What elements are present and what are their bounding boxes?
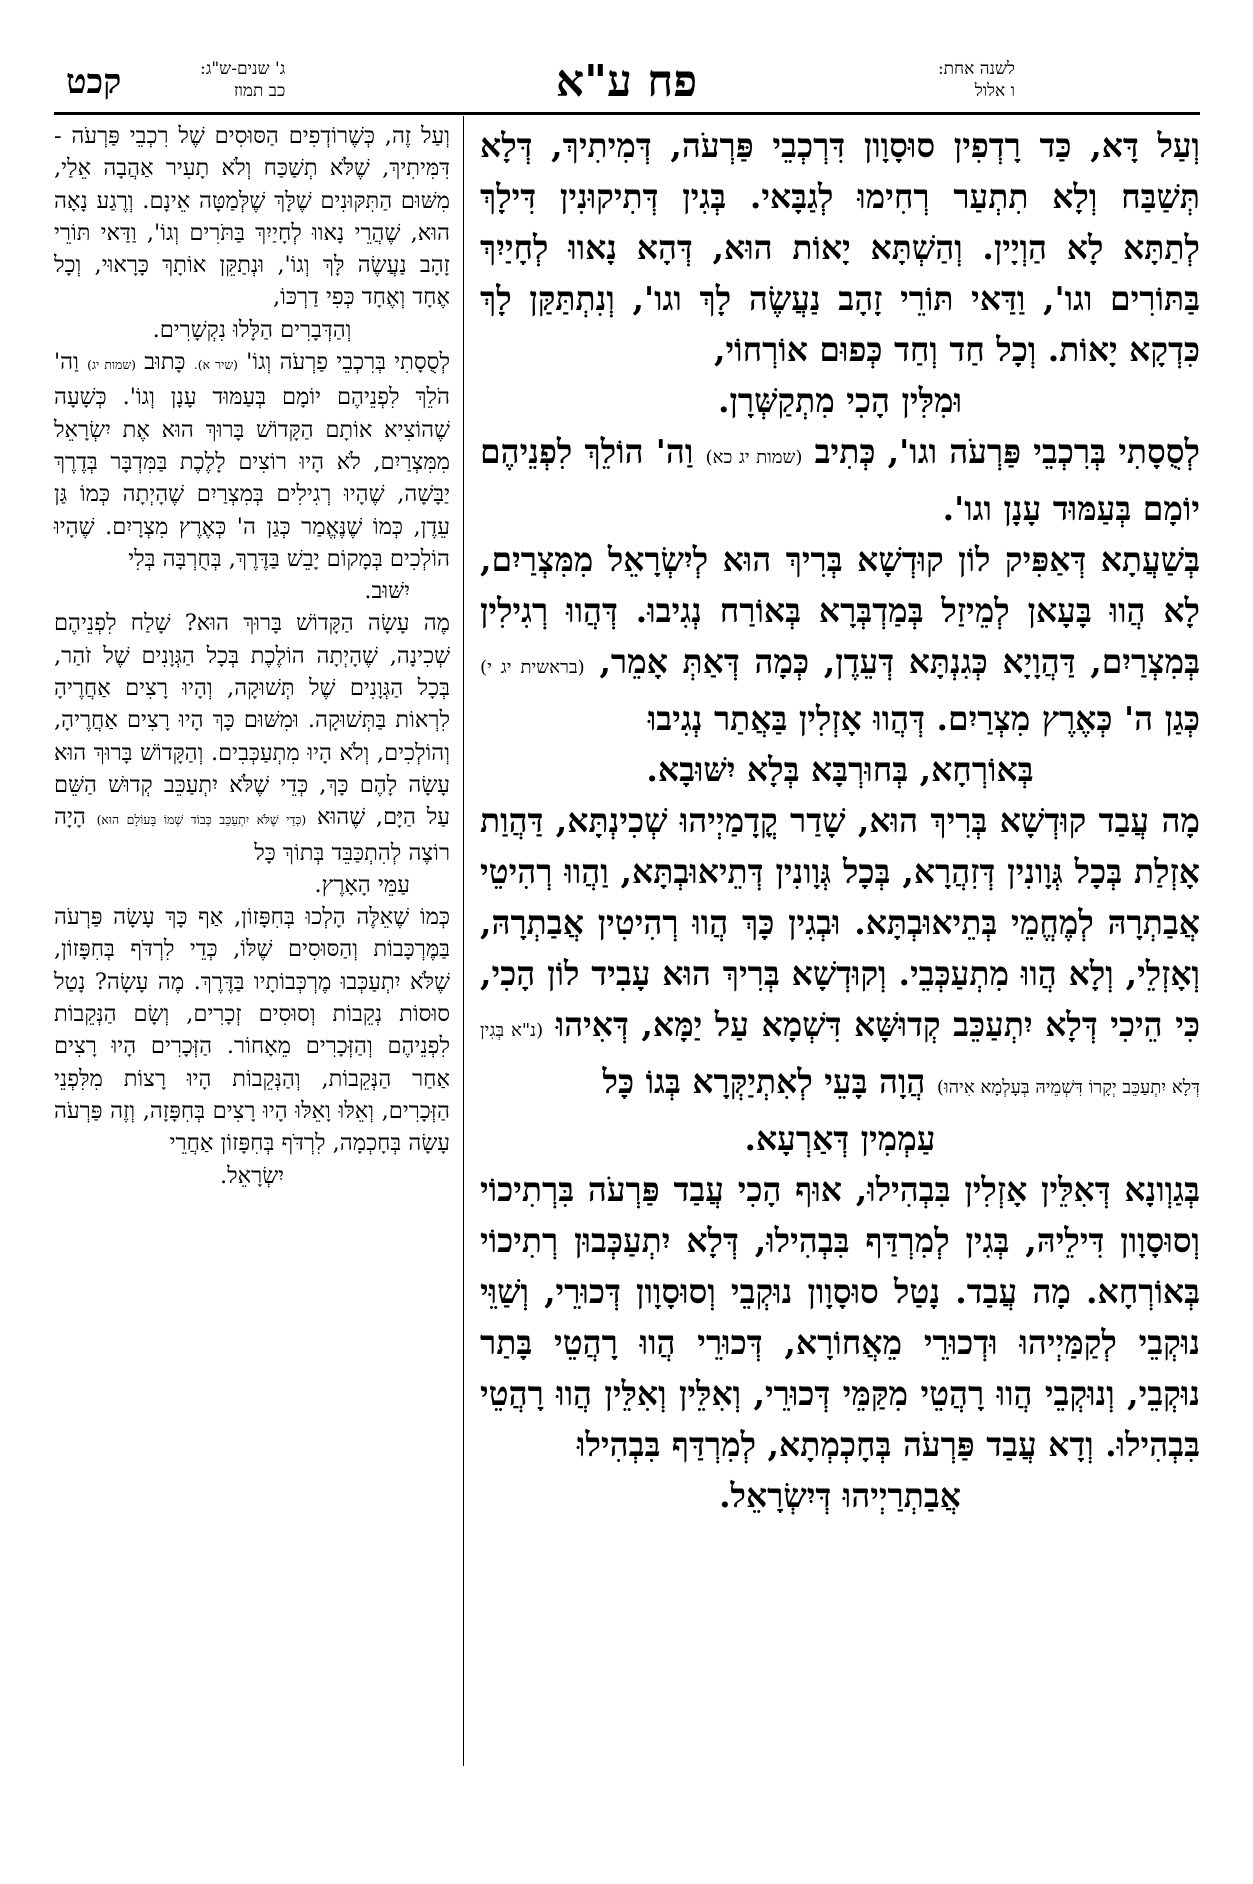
page-number: קכט [66,62,122,102]
side-paragraph [54,346,450,575]
main-paragraph [480,426,1200,534]
side-paragraph: כְּמוֹ שֶׁאֵלֶּה הָלְכוּ בְּחִפָּזוֹן, אַף כָּךְ עָשָׂה פַּרְעֹה בַּמֶּרְכָּבוֹת וְהַסּוּסִים שֶׁלּוֹ, כְּדֵי לִרְדֹּף בְּחִפָּזוֹן, שֶׁלֹּא יִתְעַכְּבוּ מֶרְכְּבוֹתָיו בַּדֶּרֶךְ. מֶה עָשָׂה? נָטַל סוּסוֹת נְקֵבוֹת וְסוּסִים זְכָרִים, וְשָׂם הַנְּקֵבוֹת לִפְנֵיהֶם וְהַזְּכָרִים מֵאָחוֹר. הַזְּכָרִים הָיוּ רָצִים אַחַר הַנְּקֵבוֹת, וְהַנְּקֵבוֹת הָיוּ רָצוֹת מִלִּפְנֵי הַזְּכָרִים, וְאֵלּוּ וָאֵלּוּ הָיוּ רָצִים בְּחִפָּזָה, וְזֶה פַּרְעֹה עָשָׂה בְּחָכְמָה, לִרְדֹּף בְּחִפָּזוֹן אַחֲרֵי [54,904,450,1157]
header-three-year-date: כב תמוז [233,81,286,101]
side-text: מֶה עָשָׂה הַקָּדוֹשׁ בָּרוּךְ הוּא? שָׁלַח לִפְנֵיהֶם שְׁכִינָה, שֶׁהָיְתָה הוֹלֶכֶת בְּכָל הַגְּוָנִים שֶׁל זֹהַר, בְּכָל הַגְּוָנִים שֶׁל תְּשׁוּקָה, וְהָיוּ רָצִים אַחֲרֶיהָ לִרְאוֹת בַּתְּשׁוּקָה. וּמִשּׁוּם כָּךְ הָיוּ רָצִים אַחֲרֶיהָ, וְהוֹלְכִים, וְלֹא הָיוּ מִתְעַכְּבִים. וְהַקָּדוֹשׁ בָּרוּךְ הוּא עָשָׂה לָהֶם כָּךְ, כְּדֵי שֶׁלֹּא יִתְעַכֵּב קְדוּשׁ הַשֵּׁם עַל הַיָּם, שֶׁהוּא [54,610,450,831]
main-text-column [480,120,1200,1521]
main-text: לְסֻסָתִי בְּרִכְבֵי פַּרְעֹה וגו', כְּתִיב [814,432,1200,471]
header-three-year-schedule [200,58,285,102]
main-text: מָה עֲבַד קוּדְשָׁא בְּרִיךְ הוּא, שָׁדַר קֳדָמַיְיהוּ שְׁכִינְתָּא, דַּהֲוַת אָזְלַת בְּכָל גְּוָונִין דְּזִהֲרָא, בְּכָל גְּוָונִין דְּתֵיאוּבְתָּא, וַהֲווּ רְהִיטֵי אֲבַתְרָהּ לְמֶחֱמֵי בְּתֵיאוּבְתָּא. וּבְגִין כָּךְ הֲווּ רְהִיטִין אֲבַתְרָהּ, וְאָזְלֵי, וְלָא הֲווּ מִתְעַכְּבֵי. וְקוּדְשָׁא בְּרִיךְ הוּא עָבִיד לוֹן הָכִי, כִּי הֵיכִי דְּלָא יִתְעַכֵּב קְדוּשָּׁא דִּשְׁמָא עַל יַמָּא, דְּאִיהוּ [480,801,1200,1044]
side-paragraph-end: וְהַדְּבָרִים הַלָּלוּ נִקְשָׁרִים. [152,316,352,343]
main-paragraph-end: אֲבַתְרַיְיהוּ דְּיִשְׂרָאֵל. [719,1476,961,1515]
side-paragraph-end: עַמֵּי הָאָרֶץ. [314,871,410,898]
side-paragraph-end: יִשְׂרָאֵל. [219,1162,285,1189]
header-schedule-label: לשנה אחת: [937,59,1015,79]
main-paragraph [480,795,1200,1113]
source-citation: (בראשית יג י) [480,657,585,678]
main-paragraph [480,534,1200,744]
main-paragraph-end: עַמְמִין דְּאַרְעָא. [744,1119,936,1158]
source-citation: (שמות יג כא) [705,447,803,468]
header-divider [54,112,1200,115]
main-paragraph [480,120,1200,375]
main-text: וְעַל דָּא, כַּד רָדְפִין סוּסָוָון דִּרְכְבֵי פַּרְעֹה, דְּמִיתִיךְ, דְּלָא תְּשַׁבַּח וְלָא תִתְעַר רְחִימוּ לְגַבָּאי. בְּגִין דְּתִיקוּנִין דִּילָךְ לְתַתָּא לָא הַוְיָין. וְהַשְׁתָּא יָאוֹת הוּא, דְּהָא נָאווּ לְחָיַיִךְ בַּתּוֹרִים וגו', וַדַּאי תּוֹרֵי זָהָב נַעֲשֶׂה לָךְ וגו', וְנִתְתַּקַּן לָךְ כִּדְקָא יָאוֹת. וְכָל חַד וְחַד כְּפוּם אוֹרְחוֹי, [480,126,1200,369]
main-paragraph-end: וּמִלִּין הָכִי מִתְקַשְּׁרָן. [717,381,963,420]
column-divider [463,116,464,1766]
main-text: בְּגַוְונָא דְּאִלֵּין אָזְלִין בִּבְהִילוּ, אוּף הָכִי עֲבַד [673,1170,1200,1209]
side-paragraph: וְעַל זֶה, כְּשֶׁרוֹדְפִים הַסּוּסִים שֶׁל רִכְבֵי פַּרְעֹה - דִּמִּיתִיךְ, שֶׁלֹּא תְשַׁכַּח וְלֹא תָעִיר אַהֲבָה אֵלַי, מִשּׁוּם הַתִּקּוּנִים שֶׁלָּךְ שֶׁלְּמַטָּה אֵינָם. וְרֶגַע נָאָה הוּא, שֶׁהֲרֵי נָאווּ לְחָיַיִךְ בַּתֹּרִים וְגוֹ', וַדַּאי תּוֹרֵי זָהָב נַעֲשֶׂה לָּךְ וְגוֹ', וּנְתַקֵּן אוֹתָךְ כָּרָאוּי, וְכָל אֶחָד וְאֶחָד כְּפִי דַרְכּוֹ, [54,123,450,311]
main-paragraph-end: בְּאוֹרְחָא, בְּחוּרְבָּא בְּלָא יִשּׁוּבָא. [646,750,1034,789]
side-text: כָּתוּב [144,349,186,376]
main-text: וַה' הוֹלֵךְ לִפְנֵיהֶם יוֹמָם בְּעַמּוּד עָנָן וגו'. [480,432,1200,528]
side-text: וַה' הֹלֵךְ לִפְנֵיהֶם יוֹמָם בְּעַמּוּד עָנָן וְגוֹ'. כְּשָׁעָה שֶׁהוֹצִיא אוֹתָם הַקָּדוֹשׁ בָּרוּךְ הוּא אֶת יִשְׂרָאֵל מִמִּצְרַיִם, לֹא הָיוּ רוֹצִים לָלֶכֶת בַּמִּדְבָּר בְּדֶרֶךְ יַבָּשָׁה, שֶׁהָיוּ רְגִילִים בְּמִצְרַיִם שֶׁהָיְתָה כְּמוֹ גַּן עֵדֶן, כְּמוֹ שֶׁנֶּאֱמַר כְּגַן ה' כְּאֶרֶץ מִצְרָיִם. שֶׁהָיוּ הוֹלְכִים בְּמָקוֹם יָבֵשׁ בַּדֶּרֶךְ, בְּחֻרְבָּה בְּלִי [54,349,450,572]
main-text: פַּרְעֹה בִּרְתִיכוֹי וְסוּסָוָון דִּילֵיהּ, בְּגִין לְמִרְדַּף בִּבְהִילוּ, דְּלָא יִתְעַכְּבוּן רְתִיכוֹי בְּאוֹרְחָא. מָה עֲבַד. נָטַל סוּסָוָון נוּקְבֵי וְסוּסָוָון דְּכוּרֵי, וְשַׁוֵּי נוּקְבֵי לְקַמַּיְיהוּ וּדְכוּרֵי מֵאֲחוֹרָא, דְּכוּרֵי הֲווּ רָהֲטֵי בָּתַר נוּקְבֵי, וְנוּקְבֵי הֲווּ רָהֲטֵי מִקַּמֵּי דְּכוּרֵי, וְאִלֵּין וְאִלֵּין הֲווּ רָהֲטֵי בִּבְהִילוּ. וְדָא עֲבַד פַּרְעֹה בְּחָכְמְתָא, לְמִרְדַּף בִּבְהִילוּ [480,1170,1200,1464]
main-text: בְּשַׁעֲתָא דְּאַפִּיק לוֹן קוּדְשָׁא בְּרִיךְ הוּא לְיִשְׂרָאֵל מִמִּצְרַיִם, לָא הֲווּ בָּעָאן לְמֵיזַל בְּמַדְבְּרָא בְּאוֹרַח נְגִיבוּ. דְּהֲווּ רְגִילִין בְּמִצְרַיִם, דַּהֲוָיָא כְּגִנְתָּא דְּעֵדֶן, כְּמָה דְּאַתְּ אָמֵר, [480,540,1200,681]
header-three-year-label: ג' שנים-ש"ג: [200,59,286,79]
main-paragraph [480,1164,1200,1470]
header-schedule-date: ו אלול [974,81,1015,101]
side-paragraph-end: יִשּׁוּב. [364,578,410,605]
source-citation: (שיר א). [193,358,238,373]
side-text: לְסֻסָתִי בְּרִכְבֵי פַרְעֹה וְגוֹ' [246,349,450,376]
source-citation: (נ"א בְּגִין דְּלָא יִתְעַכֵּב יְקָרוֹ דִּשְׁמֵיהּ בְּעָלְמָא אִיהוּ) [480,1020,1200,1098]
translation-column [54,120,450,1192]
source-citation: (שמות יג) [87,358,136,373]
page-title: פח ע"א [555,56,698,107]
main-text: כְּגַן ה' כְּאֶרֶץ מִצְרַיִם. דְּהֲווּ אָזְלִין בַּאֲתַר נְגִיבוּ [647,699,1200,738]
side-paragraph [54,607,450,868]
source-citation: (כְּדֵי שֶׁלֹּא יִתְעַכֵּב כְּבוֹד שְׁמוֹ בָּעוֹלָם הוּא) [96,813,307,828]
main-text: הֲוָה בָּעֵי לְאִתְיַקְּרָא בְּגוֹ כָּל [602,1062,926,1101]
side-text: הָיָה רוֹצֶה לְהִתְכַּבֵּד בְּתוֹךְ כָּל [54,804,450,866]
